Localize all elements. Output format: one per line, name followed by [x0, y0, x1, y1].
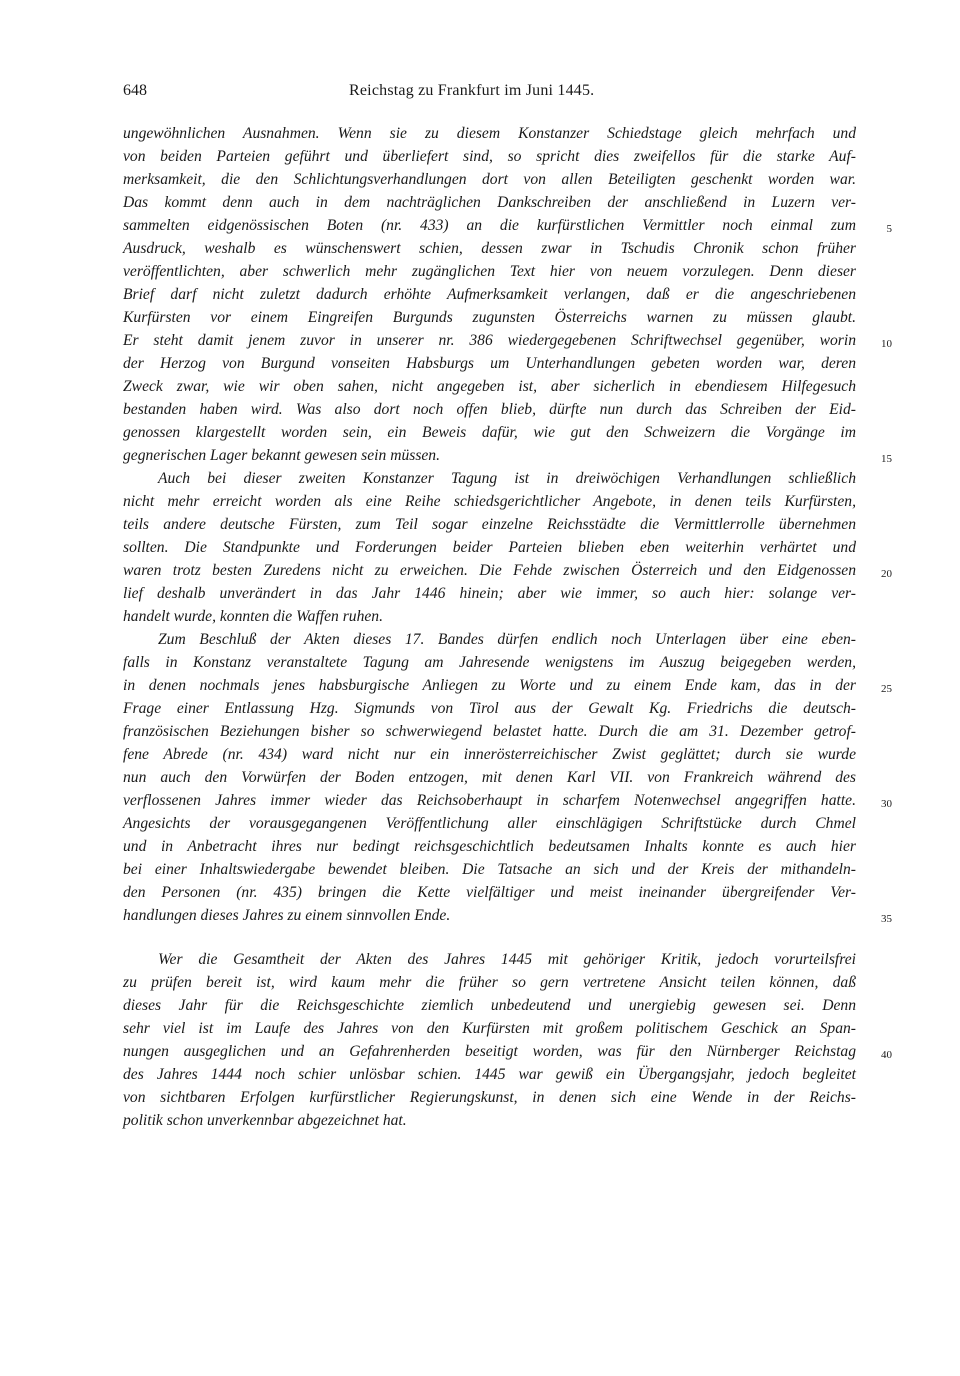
text-line: von beiden Parteien geführt und überliefert sind, so spricht dies zweifellos für die starke Auf- — [123, 148, 856, 165]
text-line: Zum Beschluß der Akten dieses 17. Bandes dürfen endlich noch Unterlagen über eine eben- — [158, 631, 856, 648]
text-line: der Herzog von Burgund vonseiten Habsburgs um Unterhandlungen gebeten worden war, deren — [123, 355, 856, 372]
text-line: teils andere deutsche Fürsten, zum Teil sogar einzelne Reichsstädte die Vermittlerrolle übernehmen — [123, 516, 856, 533]
text-line: dieses Jahr für die Reichsgeschichte ziemlich unbedeutend und unergiebig gewesen sei. Denn — [123, 997, 856, 1014]
text-line: handelt wurde, konnten die Waffen ruhen. — [123, 608, 383, 625]
text-line: Zweck zwar, wie wir oben sahen, nicht angegeben ist, aber sicherlich in ebendiesem Hilfegesuch — [123, 378, 856, 395]
text-line: sehr viel ist im Laufe des Jahres von den Kurfürsten mit großem politischem Geschick an Span- — [123, 1020, 856, 1037]
text-line: verflossenen Jahres immer wieder das Reichsoberhaupt in scharfem Notenwechsel angegriffen hatte. — [123, 792, 856, 809]
text-line: von sichtbaren Erfolgen kurfürstlicher Regierungskunst, in denen sich eine Wende in der Reichs- — [123, 1089, 856, 1106]
text-line: Angesichts der vorausgegangenen Veröffentlichung aller einschlägigen Schriftstücke durch Chmel — [123, 815, 856, 832]
text-line: waren trotz besten Zuredens nicht zu erweichen. Die Fehde zwischen Österreich und den Eidgenossen — [123, 562, 856, 579]
text-line: gegnerischen Lager bekannt gewesen sein müssen. — [123, 447, 441, 464]
margin-line-number: 35 — [881, 913, 892, 925]
text-line: falls in Konstanz veranstaltete Tagung am Jahresende wenigstens im Auszug beigegeben werden, — [123, 654, 856, 671]
text-line: Das kommt denn auch in dem nachträglichen Dankschreiben der anschließend in Luzern ver- — [123, 194, 856, 211]
text-line: Kurfürsten vor einem Eingreifen Burgunds zugunsten Österreichs warnen zu müssen glaubt. — [123, 309, 856, 326]
text-line: bestanden haben wird. Was also dort noch offen blieb, dürfte nun durch das Schreiben der Eid- — [123, 401, 856, 418]
text-line: und in Anbetracht ihres nur bedingt reichsgeschichtlich bedeutsamen Inhalts konnte es auch hier — [123, 838, 856, 855]
text-line: bei einer Inhaltswiedergabe bewendet bleiben. Die Tatsache an sich und der Kreis der mithandeln- — [123, 861, 856, 878]
text-line: ungewöhnlichen Ausnahmen. Wenn sie zu diesem Konstanzer Schiedstage gleich mehrfach und — [123, 125, 856, 142]
page-number: 648 — [123, 82, 147, 99]
text-line: genossen klargestellt worden sein, ein Beweis dafür, wie gut den Schweizern die Vorgänge im — [123, 424, 856, 441]
text-line: in denen nochmals jenes habsburgische Anliegen zu Worte und zu einem Ende kam, das in der — [123, 677, 856, 694]
text-line: fene Abrede (nr. 434) ward nicht nur ein innerösterreichischer Zwist geglättet; durch sie wurde — [123, 746, 856, 763]
text-line: Auch bei dieser zweiten Konstanzer Tagung ist in dreiwöchigen Verhandlungen schließlich — [158, 470, 856, 487]
text-line: Brief darf nicht zuletzt dadurch erhöhte Aufmerksamkeit verlangen, daß er die angeschriebenen — [123, 286, 856, 303]
text-line: sammelten eidgenössischen Boten (nr. 433) an die kurfürstlichen Vermittler noch einmal zum — [123, 217, 856, 234]
text-line: des Jahres 1444 noch schier unlösbar schien. 1445 war gewiß ein Übergangsjahr, jedoch begleitet — [123, 1066, 856, 1083]
margin-line-number: 10 — [881, 338, 892, 350]
text-line: Frage einer Entlassung Hzg. Sigmunds von Tirol aus der Gewalt Kg. Friedrichs die deutsch- — [123, 700, 856, 717]
margin-line-number: 25 — [881, 683, 892, 695]
text-line: merksamkeit, die den Schlichtungsverhandlungen dort von allen Beteiligten geschenkt worden war. — [123, 171, 856, 188]
text-line: handlungen dieses Jahres zu einem sinnvollen Ende. — [123, 907, 451, 924]
running-title: Reichstag zu Frankfurt im Juni 1445. — [349, 82, 595, 99]
text-line: französischen Beziehungen bisher so schwerwiegend belastet hatte. Durch die am 31. Dezember getrof- — [123, 723, 856, 740]
margin-line-number: 15 — [881, 453, 892, 465]
page-header — [123, 82, 856, 106]
text-line: politik schon unverkennbar abgezeichnet hat. — [123, 1112, 407, 1129]
margin-line-number: 40 — [881, 1049, 892, 1061]
margin-line-number: 30 — [881, 798, 892, 810]
text-line: Er steht damit jenem zuvor in unserer nr. 386 wiedergegebenen Schriftwechsel gegenüber, worin — [123, 332, 856, 349]
text-line: Wer die Gesamtheit der Akten des Jahres 1445 mit gehöriger Kritik, jedoch vorurteilsfrei — [158, 951, 856, 968]
text-line: Ausdruck, weshalb es wünschenswert schien, dessen zwar in Tschudis Chronik schon früher — [123, 240, 856, 257]
margin-line-number: 5 — [886, 223, 892, 235]
text-line: nun auch den Vorwürfen der Boden entzogen, mit denen Karl VII. von Frankreich während des — [123, 769, 856, 786]
text-line: sollten. Die Standpunkte und Forderungen beider Parteien blieben eben weiterhin verhärtet und — [123, 539, 856, 556]
text-line: nungen ausgeglichen und an Gefahrenherden beseitigt worden, was für den Nürnberger Reichstag — [123, 1043, 856, 1060]
text-line: nicht mehr erreicht worden als eine Reihe schiedsgerichtlicher Angebote, in denen teils Kurfürsten, — [123, 493, 856, 510]
margin-line-number: 20 — [881, 568, 892, 580]
text-line: veröffentlichten, aber schwerlich mehr zugänglichen Text hier von neuem vorzulegen. Denn dieser — [123, 263, 856, 280]
text-line: lief deshalb unverändert in das Jahr 1446 hinein; aber wie immer, so auch hier: solange ver- — [123, 585, 856, 602]
text-line: den Personen (nr. 435) bringen die Kette vielfältiger und meist ineinander übergreifender Ver- — [123, 884, 856, 901]
text-line: zu prüfen bereit ist, wird kaum mehr die früher so gern vertretene Ansicht teilen können, daß — [123, 974, 856, 991]
